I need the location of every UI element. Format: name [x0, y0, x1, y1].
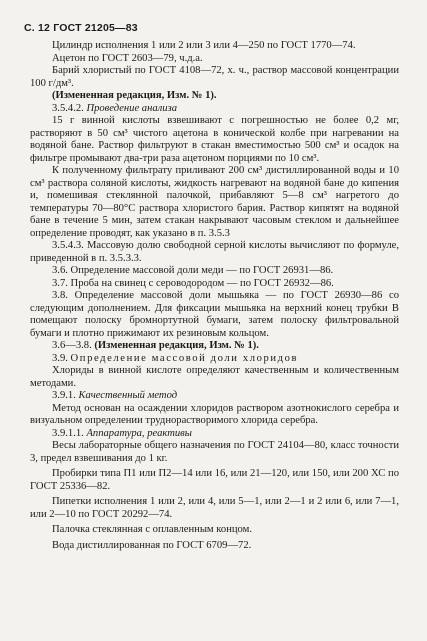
section-number: 3.6—3.8.: [52, 340, 92, 351]
paragraph: [30, 403, 399, 428]
section-heading: Качественный метод: [78, 390, 178, 401]
section-number: 3.5.4.2.: [52, 102, 84, 114]
paragraph-text: Цилиндр исполнения 1 или 2 или 3 или 4—250 по ГОСТ 1770—74.: [52, 40, 356, 51]
paragraph-text: 3.7. Проба на свинец с сероводородом — по ГОСТ 26932—86.: [52, 277, 334, 289]
section-heading: Аппаратура, реактивы: [86, 427, 192, 439]
paragraph: [30, 468, 399, 493]
section-heading: (Измененная редакция, Изм. № 1).: [94, 340, 259, 351]
paragraph: [30, 290, 399, 340]
paragraph: [30, 103, 399, 116]
paragraph: [30, 240, 399, 265]
page-header: С. 12 ГОСТ 21205—83: [24, 22, 138, 34]
paragraph: [30, 440, 399, 465]
paragraph-text: Вода дистиллированная по ГОСТ 6709—72.: [52, 539, 252, 551]
paragraph: [30, 428, 399, 441]
paragraph-text: Барий хлористый по ГОСТ 4108—72, х. ч., раствор массовой концентрации 100 г/дм³.: [30, 65, 399, 89]
paragraph: [30, 496, 399, 521]
section-number: 3.9.1.: [52, 390, 76, 401]
paragraph: [30, 53, 399, 66]
paragraph: [30, 65, 399, 90]
paragraph: [30, 340, 399, 353]
paragraph-text: 3.8. Определение массовой доли мышьяка — по ГОСТ 26930—86 со следующим дополнением. Для фиксации мышьяка на верхний конец трубки В помещают полоску бромнортутной бумаги, затем полоску фильтровальной бумаги и плотно прижимают их резиновым кольцом.: [30, 290, 399, 339]
document-body: [30, 40, 399, 552]
paragraph-text: Хлориды в винной кислоте определяют качественным и количественным методами.: [30, 365, 399, 389]
paragraph: [30, 40, 399, 53]
section-number: 3.9.: [52, 352, 68, 364]
paragraph-text: Метод основан на осаждении хлоридов раствором азотнокислого серебра и визуальном определении труднорастворимого хлорида серебра.: [30, 402, 399, 426]
section-heading: Определение массовой доли хлоридов: [70, 352, 299, 364]
paragraph-text: Палочка стеклянная с оплавленным концом.: [52, 524, 252, 535]
paragraph-text: Пробирки типа П1 или П2—14 или 16, или 21—120, или 150, или 200 ХС по ГОСТ 25336—82.: [30, 468, 399, 492]
paragraph-text: 15 г винной кислоты взвешивают с погрешностью не более 0,2 мг, растворяют в 50 см³ чистого ацетона в конической колбе при нагревании на водяной бане. Раствор фильтруют в стакан вместимостью 500 см³ и осадок на фильтре промывают два-три раза ацетоном порциями по 10 см³.: [30, 115, 399, 164]
paragraph-text: К полученному фильтрату приливают 200 см³ дистиллированной воды и 10 см³ раствора соляной кислоты, жидкость нагревают на водяной бане до кипения и, помешивая стеклянной палочкой, прибавляют 5—8 см³ нагретого до температуры 70—80°С раствора хлористого бария. Раствор кипятят на водяной бане в течение 5 мин, затем стакан накрывают часовым стеклом и дальнейшее определение проводят, как указано в п. 3.5.3: [30, 165, 399, 239]
paragraph: [30, 390, 399, 403]
paragraph-text: Весы лабораторные общего назначения по ГОСТ 24104—80, класс точности 3, предел взвешивания до 1 кг.: [30, 440, 399, 464]
paragraph: [30, 540, 399, 553]
paragraph: [30, 353, 399, 366]
paragraph: [30, 165, 399, 240]
paragraph-text: Пипетки исполнения 1 или 2, или 4, или 5—1, или 2—1 и 2 или 6, или 7—1, или 2—10 по ГОСТ 20292—74.: [30, 496, 399, 520]
section-heading: Проведение анализа: [86, 102, 178, 114]
paragraph: [30, 115, 399, 165]
section-number: 3.9.1.1.: [52, 427, 84, 439]
paragraph: [30, 365, 399, 390]
paragraph: [30, 265, 399, 278]
paragraph-text: 3.5.4.3. Массовую долю свободной серной кислоты вычисляют по формуле, приведенной в п. 3.5.3.3.: [30, 240, 399, 264]
paragraph-text: 3.6. Определение массовой доли меди — по ГОСТ 26931—86.: [52, 265, 334, 276]
paragraph-text: (Измененная редакция, Изм. № 1).: [52, 90, 217, 101]
paragraph-text: Ацетон по ГОСТ 2603—79, ч.д.а.: [52, 52, 203, 64]
paragraph: [30, 524, 399, 537]
paragraph: [30, 90, 399, 103]
paragraph: [30, 278, 399, 291]
